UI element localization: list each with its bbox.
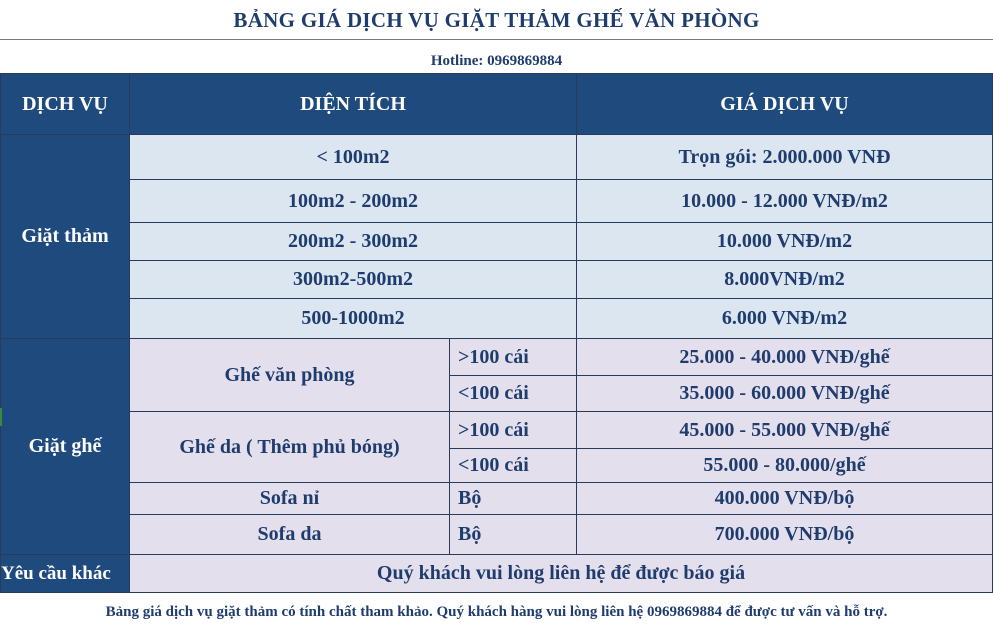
table-row: [1, 261, 993, 299]
qty-cell: Bộ: [450, 515, 577, 555]
chair-type-sofa-leather: Sofa da: [130, 515, 450, 555]
price-table: [0, 73, 993, 593]
price-cell: 700.000 VNĐ/bộ: [577, 515, 993, 555]
header-price: GIÁ DỊCH VỤ: [577, 74, 993, 135]
area-cell: 500-1000m2: [130, 299, 577, 339]
table-row: [1, 223, 993, 261]
area-cell: 300m2-500m2: [130, 261, 577, 299]
price-cell: 45.000 - 55.000 VNĐ/ghế: [577, 412, 993, 449]
table-header-row: [1, 74, 993, 135]
qty-cell: <100 cái: [450, 376, 577, 412]
header-area: DIỆN TÍCH: [130, 74, 577, 135]
price-cell: 10.000 VNĐ/m2: [577, 223, 993, 261]
table-row: [1, 555, 993, 593]
table-row: [1, 180, 993, 223]
price-cell: 6.000 VNĐ/m2: [577, 299, 993, 339]
area-cell: 200m2 - 300m2: [130, 223, 577, 261]
qty-cell: >100 cái: [450, 339, 577, 376]
price-cell: 8.000VNĐ/m2: [577, 261, 993, 299]
footer-note: Bảng giá dịch vụ giặt thảm có tính chất tham khảo. Quý khách hàng vui lòng liên hệ 0969869884 để được tư vấn và hỗ trợ.: [105, 604, 888, 620]
price-cell: 400.000 VNĐ/bộ: [577, 483, 993, 515]
service-chair: Giặt ghế: [1, 339, 130, 555]
hotline-text: Hotline: 0969869884: [430, 53, 563, 69]
chair-type-sofa-fabric: Sofa nỉ: [130, 483, 450, 515]
price-cell: Trọn gói: 2.000.000 VNĐ: [577, 135, 993, 180]
edge-marker: [0, 408, 2, 426]
service-other: Yêu cầu khác: [1, 555, 130, 593]
area-cell: < 100m2: [130, 135, 577, 180]
page-title: BẢNG GIÁ DỊCH VỤ GIẶT THẢM GHẾ VĂN PHÒNG: [233, 7, 760, 32]
price-cell: 25.000 - 40.000 VNĐ/ghế: [577, 339, 993, 376]
table-row: [1, 483, 993, 515]
table-row: [1, 412, 993, 449]
price-cell: 55.000 - 80.000/ghế: [577, 449, 993, 483]
area-cell: 100m2 - 200m2: [130, 180, 577, 223]
price-cell: 10.000 - 12.000 VNĐ/m2: [577, 180, 993, 223]
price-cell: 35.000 - 60.000 VNĐ/ghế: [577, 376, 993, 412]
chair-type-office: Ghế văn phòng: [130, 339, 450, 412]
title-divider: [0, 39, 993, 40]
table-row: [1, 515, 993, 555]
table-row: [1, 299, 993, 339]
header-service: DỊCH VỤ: [1, 74, 130, 135]
table-row: [1, 339, 993, 376]
other-text: Quý khách vui lòng liên hệ để được báo giá: [130, 555, 993, 593]
qty-cell: Bộ: [450, 483, 577, 515]
qty-cell: >100 cái: [450, 412, 577, 449]
chair-type-leather: Ghế da ( Thêm phủ bóng): [130, 412, 450, 483]
table-row: [1, 135, 993, 180]
service-carpet: Giặt thảm: [1, 135, 130, 339]
qty-cell: <100 cái: [450, 449, 577, 483]
